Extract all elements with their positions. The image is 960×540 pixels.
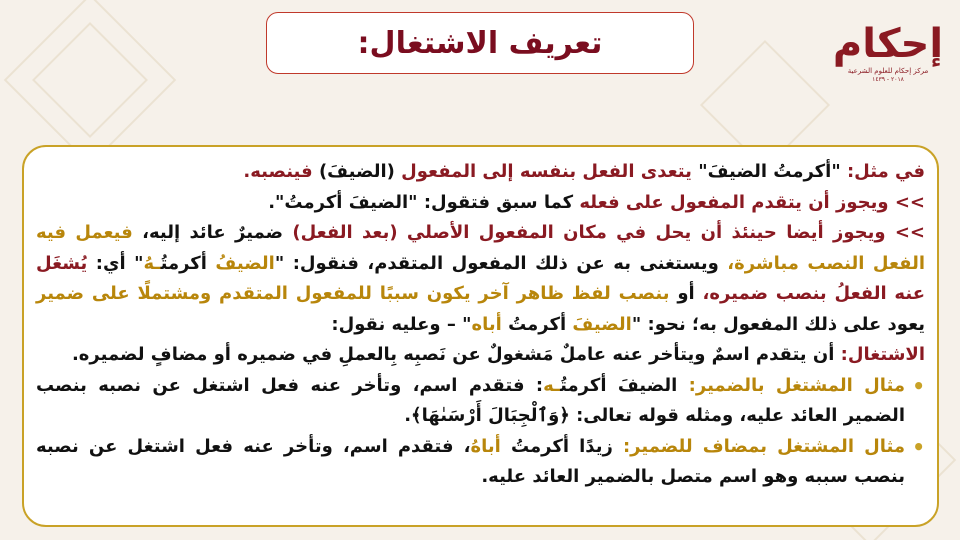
p3-p: " – وعليه نقول: xyxy=(331,313,472,335)
p3-h: " أي: xyxy=(87,252,144,274)
paragraph-example xyxy=(36,157,925,188)
list-item xyxy=(36,432,905,493)
content-panel xyxy=(22,145,939,527)
p3-j: أو xyxy=(669,283,695,304)
paragraph-pronoun xyxy=(36,218,925,340)
p3-g: ـهُ xyxy=(143,252,161,274)
p1-quote: "أكرمتُ الضيفَ" xyxy=(691,161,841,182)
p3-o: أباه xyxy=(471,313,502,335)
page-title: تعريف الاشتغال: xyxy=(357,25,603,61)
ex1-b: ـه xyxy=(543,374,561,396)
paragraph-precede xyxy=(36,188,925,219)
ex1-c: : فتقدم اسم، وتأخر عنه فعل اشتغل عن نصبه بنصب الضمير العائد عليه، ومثله قوله تعالى: xyxy=(36,374,905,426)
p3-n: أكرمتُ xyxy=(501,313,573,335)
p3-l: يعود على ذلك المفعول به؛ نحو: " xyxy=(631,313,925,335)
p3-k: بنصب لفظ ظاهر آخر يكون سببًا للمفعول المتقدم ومشتملًا على ضمير xyxy=(36,283,670,304)
logo xyxy=(832,21,944,100)
ex1-quran: ﴿وَٱلْجِبَالَ أَرْسَىٰهَا﴾. xyxy=(404,405,570,426)
definition-text: أن يتقدم اسمٌ ويتأخر عنه عاملٌ مَشغولٌ عن نَصبِه بِالعملِ في ضميره أو مضافٍ لضميره. xyxy=(71,344,835,365)
p3-m: الضيفَ xyxy=(572,313,632,335)
ex2-b: أباهُ xyxy=(470,435,501,457)
ex1-a: الضيفَ أكرمتُ xyxy=(560,374,678,396)
ex2-c: ، فتقدم اسم، وتأخر عنه فعل اشتغل عن نصبه بنصب سببه وهو اسم متصل بالضمير العائد عليه. xyxy=(36,435,905,487)
p3-c: فيعمل فيه الفعل النصب مباشرة، xyxy=(36,222,926,274)
p3-b: ضميرٌ عائد إليه، xyxy=(132,222,284,243)
p1-end: فينصبه. xyxy=(243,161,313,182)
p1-object: (الضيفَ) xyxy=(312,161,395,182)
p3-e: الضيفُ xyxy=(215,252,275,274)
p3-i: يُشغَل عنه الفعلُ بنصب ضميره، xyxy=(36,252,925,304)
p1-rule: يتعدى الفعل بنفسه إلى المفعول xyxy=(394,161,692,182)
paragraph-definition xyxy=(36,340,925,371)
p3-d: ويستغنى به عن ذلك المفعول المتقدم، فنقول: " xyxy=(274,252,719,274)
p3-f: أكرمتُ xyxy=(160,252,216,274)
ex1-label: مثال المشتغل بالضمير: xyxy=(677,374,905,396)
list-item xyxy=(36,371,905,432)
ex2-a: زيدًا أكرمتُ xyxy=(500,435,613,457)
p2-rule: >> ويجوز أن يتقدم المفعول على فعله xyxy=(573,191,925,213)
p1-intro: في مثل: xyxy=(840,161,925,182)
logo-date: ٢٠١٨ - ١٤٣٩ xyxy=(872,76,904,83)
ex2-label: مثال المشتغل بمضاف للضمير: xyxy=(612,435,905,457)
logo-subtitle: مركز إحكام للعلوم الشرعية xyxy=(847,67,929,75)
examples-list xyxy=(36,371,925,493)
definition-label: الاشتغال: xyxy=(834,344,925,365)
p2-example: كما سبق فتقول: "الضيفَ أكرمتُ". xyxy=(268,191,574,213)
logo-name: إحكام xyxy=(832,21,944,67)
title-banner xyxy=(266,12,694,74)
p3-a: >> ويجوز أيضا حينئذ أن يحل في مكان المفعول الأصلي (بعد الفعل) xyxy=(283,222,926,243)
